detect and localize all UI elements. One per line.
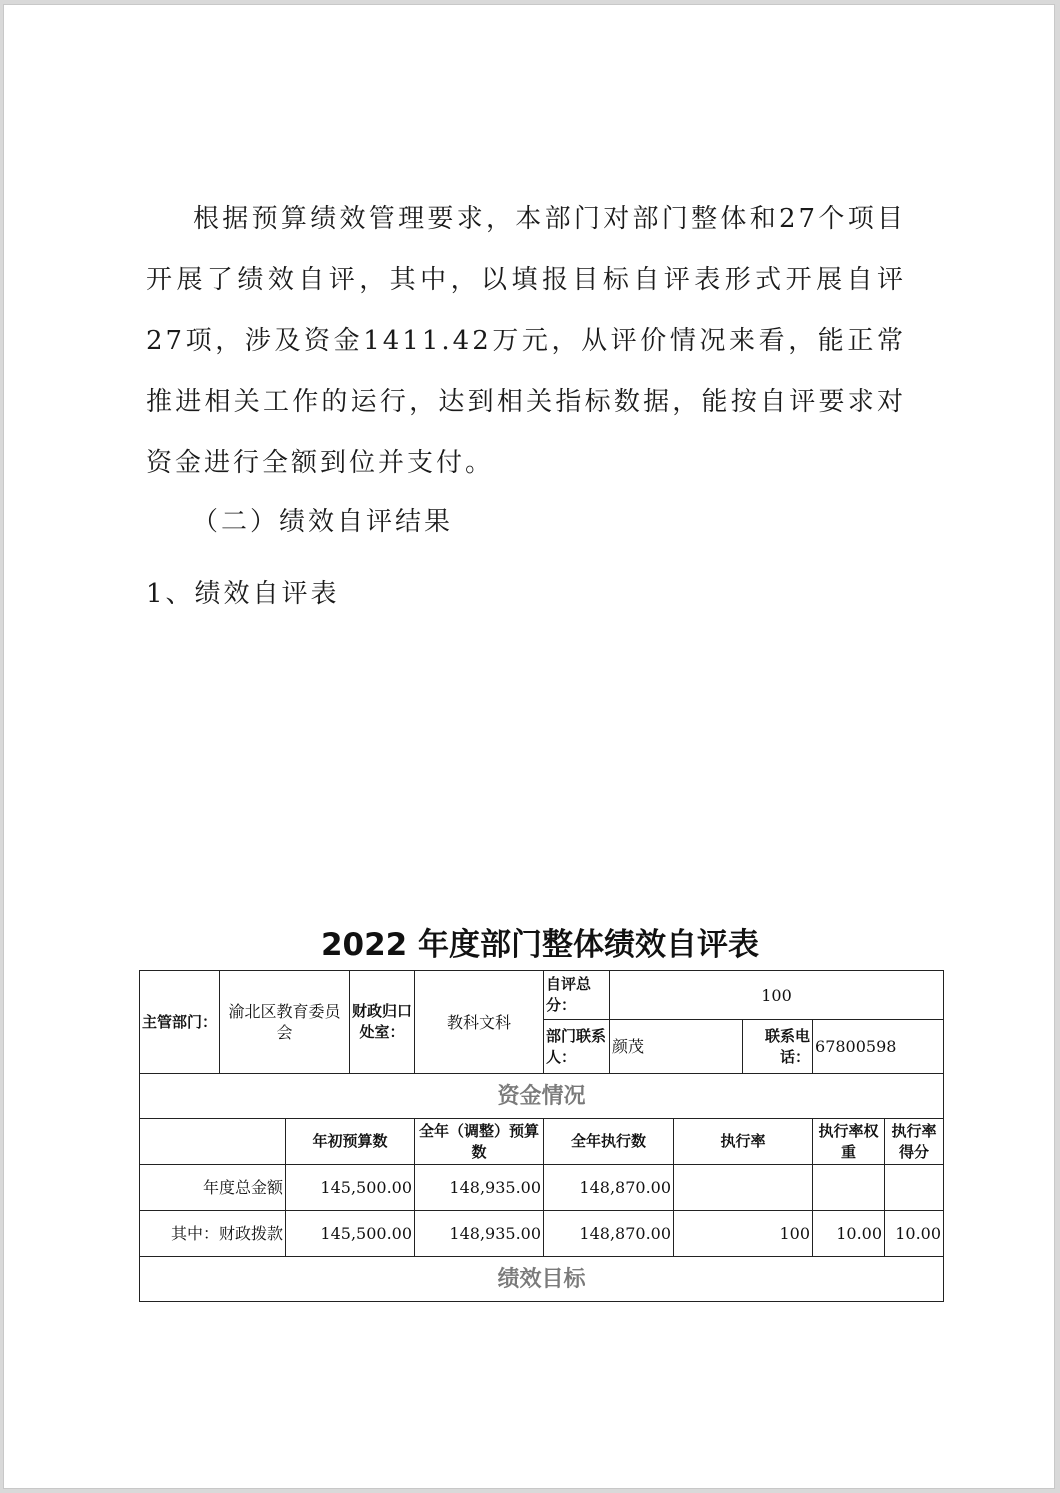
cell-initial: 145,500.00 xyxy=(286,1165,415,1211)
body-paragraph-block xyxy=(146,189,906,494)
funds-section-header: 资金情况 xyxy=(140,1074,944,1119)
cell-score: 10.00 xyxy=(885,1211,944,1257)
cell-executed: 148,870.00 xyxy=(544,1211,674,1257)
contact-value: 颜茂 xyxy=(610,1020,743,1074)
phone-value: 67800598 xyxy=(813,1020,944,1074)
row-label: 其中：财政拨款 xyxy=(140,1211,286,1257)
finance-office-label: 财政归口处室： xyxy=(350,971,415,1074)
cell-score xyxy=(885,1165,944,1211)
section-subheading: （二）绩效自评结果 xyxy=(192,507,454,537)
goals-section-header: 绩效目标 xyxy=(140,1257,944,1302)
phone-label: 联系电话： xyxy=(743,1020,813,1074)
cell-executed: 148,870.00 xyxy=(544,1165,674,1211)
column-header-score: 执行率得分 xyxy=(885,1119,944,1165)
body-paragraph: 根据预算绩效管理要求，本部门对部门整体和27个项目开展了绩效自评，其中，以填报目标自评表形式开展自评27项，涉及资金1411.42万元，从评价情况来看，能正常推进相关工作的运行，达到相关指标数据，能按自评要求对资金进行全额到位并支付。 xyxy=(146,204,906,478)
column-header-executed: 全年执行数 xyxy=(544,1119,674,1165)
cell-adjusted: 148,935.00 xyxy=(415,1165,544,1211)
cell-adjusted: 148,935.00 xyxy=(415,1211,544,1257)
cell-initial: 145,500.00 xyxy=(286,1211,415,1257)
item-heading: 1、绩效自评表 xyxy=(146,579,340,609)
cell-weight: 10.00 xyxy=(813,1211,885,1257)
score-label: 自评总分： xyxy=(544,971,610,1020)
column-header-initial: 年初预算数 xyxy=(286,1119,415,1165)
row-label: 年度总金额 xyxy=(140,1165,286,1211)
contact-label: 部门联系人： xyxy=(544,1020,610,1074)
cell-rate: 100 xyxy=(674,1211,813,1257)
column-header-adjusted: 全年（调整）预算数 xyxy=(415,1119,544,1165)
dept-value: 渝北区教育委员会 xyxy=(220,971,350,1074)
finance-office-value: 教科文科 xyxy=(415,971,544,1074)
column-header-rate: 执行率 xyxy=(674,1119,813,1165)
cell-weight xyxy=(813,1165,885,1211)
table-title: 2022 年度部门整体绩效自评表 xyxy=(320,927,760,963)
score-value: 100 xyxy=(610,971,944,1020)
column-header-weight: 执行率权重 xyxy=(813,1119,885,1165)
table-row xyxy=(140,1211,944,1257)
dept-label: 主管部门： xyxy=(140,971,220,1074)
cell-rate xyxy=(674,1165,813,1211)
column-header-blank xyxy=(140,1119,286,1165)
table-row xyxy=(140,1165,944,1211)
self-evaluation-table xyxy=(139,970,944,1302)
